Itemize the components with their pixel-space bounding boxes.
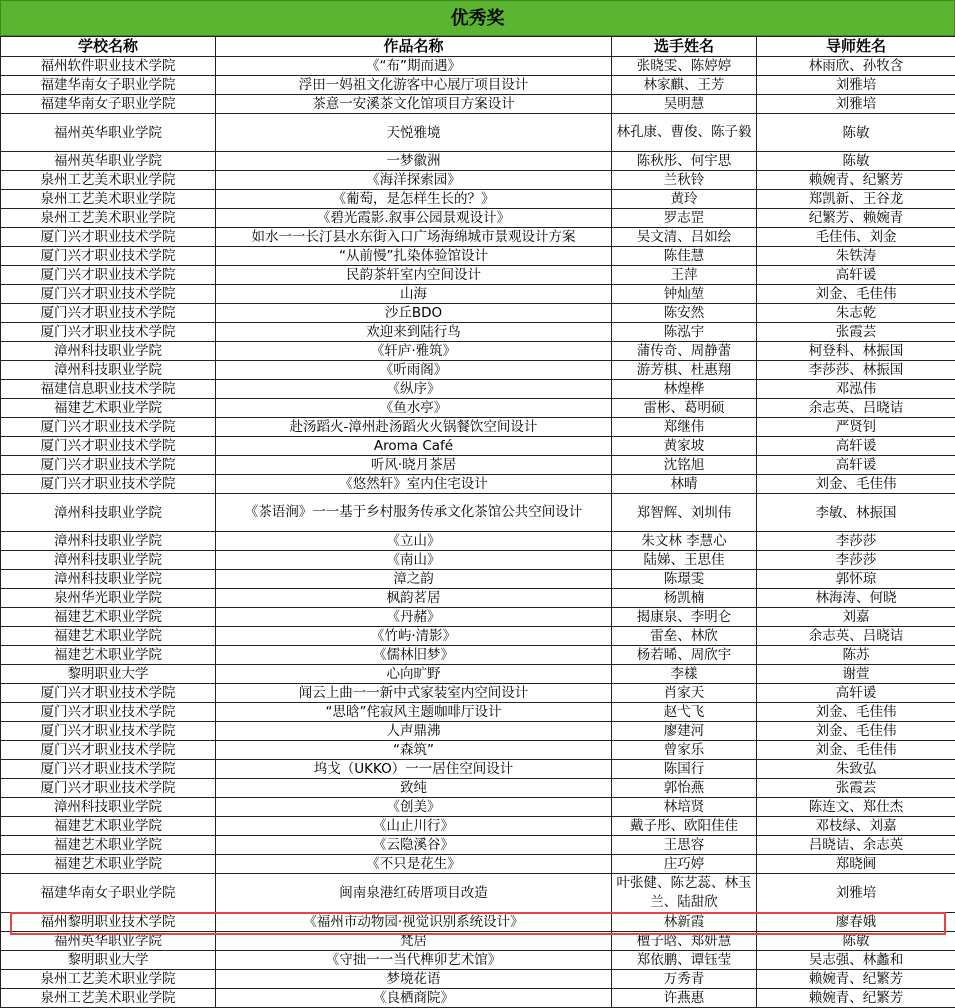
mentor-cell: 廖春娥 [757,913,955,932]
student-cell: 郑依鹏、谭钰莹 [612,951,757,970]
mentor-cell: 高轩谖 [757,437,955,456]
table-row [1,475,955,494]
school-cell: 黎明职业大学 [1,665,216,684]
student-cell: 陈佳慧 [612,247,757,266]
mentor-cell: 吴志强、林蠡和 [757,951,955,970]
school-cell: 漳州科技职业学院 [1,532,216,551]
school-cell: 福建艺术职业学院 [1,855,216,874]
school-cell: 漳州科技职业学院 [1,494,216,532]
table-row [1,152,955,171]
school-cell: 漳州科技职业学院 [1,361,216,380]
school-cell: 泉州工艺美术职业学院 [1,989,216,1008]
table-row [1,646,955,665]
school-cell: 福州黎明职业技术学院 [1,913,216,932]
school-cell: 漳州科技职业学院 [1,798,216,817]
table-row [1,570,955,589]
mentor-cell: 陈连文、郑仕杰 [757,798,955,817]
school-cell: 厦门兴才职业技术学院 [1,760,216,779]
work-cell: 《儒林旧梦》 [216,646,612,665]
work-cell: 《纵序》 [216,380,612,399]
school-cell: 福建华南女子职业学院 [1,874,216,913]
work-cell: 心向旷野 [216,665,612,684]
work-cell: 天悦雅境 [216,114,612,152]
mentor-cell: 张霞芸 [757,779,955,798]
student-cell: 王思容 [612,836,757,855]
work-cell: 茶意一安溪茶文化馆项目方案设计 [216,95,612,114]
table-row [1,228,955,247]
student-cell: 蒲传奇、周静蕾 [612,342,757,361]
header-student: 选手姓名 [612,37,757,57]
work-cell: 《良栖商院》 [216,989,612,1008]
student-cell: 罗志罡 [612,209,757,228]
school-cell: 泉州工艺美术职业学院 [1,190,216,209]
table-row [1,95,955,114]
work-cell: 枫韵茗居 [216,589,612,608]
student-cell: 兰秋铃 [612,171,757,190]
mentor-cell: 邓枝绿、刘嘉 [757,817,955,836]
table-row [1,741,955,760]
work-cell: 民韵茶轩室内空间设计 [216,266,612,285]
work-cell: 《福州市动物园·视觉识别系统设计》 [216,913,612,932]
student-cell: 吴明慧 [612,95,757,114]
mentor-cell: 张霞芸 [757,323,955,342]
table-row [1,684,955,703]
table-row [1,760,955,779]
table-row [1,418,955,437]
work-cell: “思晗”侘寂风主题咖啡厅设计 [216,703,612,722]
work-cell: 《悠然轩》室内住宅设计 [216,475,612,494]
student-cell: 朱文林 李慧心 [612,532,757,551]
student-cell: 王萍 [612,266,757,285]
school-cell: 福州英华职业学院 [1,114,216,152]
work-cell: 闽南泉港红砖厝项目改造 [216,874,612,913]
school-cell: 漳州科技职业学院 [1,342,216,361]
mentor-cell: 高轩谖 [757,456,955,475]
student-cell: 许燕惠 [612,989,757,1008]
school-cell: 黎明职业大学 [1,951,216,970]
work-cell: 《海洋探索园》 [216,171,612,190]
table-row [1,951,955,970]
table-row [1,399,955,418]
school-cell: 厦门兴才职业技术学院 [1,456,216,475]
student-cell: 林培贤 [612,798,757,817]
student-cell: 叶张健、陈艺蕊、林玉兰、陆甜欣 [612,874,757,913]
school-cell: 厦门兴才职业技术学院 [1,418,216,437]
mentor-cell: 毛佳伟、刘金 [757,228,955,247]
mentor-cell: 李莎莎 [757,551,955,570]
school-cell: 厦门兴才职业技术学院 [1,266,216,285]
school-cell: 厦门兴才职业技术学院 [1,323,216,342]
student-cell: 杨凯楠 [612,589,757,608]
table-row [1,304,955,323]
work-cell: 赴汤蹈火-漳州赴汤蹈火火锅餐饮空间设计 [216,418,612,437]
student-cell: 黄家坡 [612,437,757,456]
student-cell: 庄巧婷 [612,855,757,874]
school-cell: 福州英华职业学院 [1,932,216,951]
mentor-cell: 刘雅培 [757,76,955,95]
student-cell: 陈泓宇 [612,323,757,342]
work-cell: 山海 [216,285,612,304]
table-row [1,76,955,95]
work-cell: 《茶语涧》一一基于乡村服务传承文化茶馆公共空间设计 [216,494,612,532]
mentor-cell: 刘金、毛佳伟 [757,722,955,741]
table-row [1,798,955,817]
work-cell: 《创美》 [216,798,612,817]
mentor-cell: 林雨欣、孙牧含 [757,57,955,76]
work-cell: 《轩庐·雅筑》 [216,342,612,361]
work-cell: 《不只是花生》 [216,855,612,874]
table-row [1,209,955,228]
school-cell: 福建艺术职业学院 [1,627,216,646]
school-cell: 厦门兴才职业技术学院 [1,722,216,741]
table-row [1,171,955,190]
school-cell: 福建艺术职业学院 [1,836,216,855]
table-row [1,932,955,951]
student-cell: 杨若晞、周欣宇 [612,646,757,665]
header-row [1,37,955,57]
student-cell: 雷彬、葛明硕 [612,399,757,418]
student-cell: 林新霞 [612,913,757,932]
mentor-cell: 朱致弘 [757,760,955,779]
table-row [1,57,955,76]
mentor-cell: 刘雅培 [757,95,955,114]
student-cell: 陈安然 [612,304,757,323]
table-row [1,190,955,209]
work-cell: 沙丘BDO [216,304,612,323]
work-cell: 一梦徽洲 [216,152,612,171]
mentor-cell: 刘金、毛佳伟 [757,741,955,760]
work-cell: “从前慢”扎染体验馆设计 [216,247,612,266]
school-cell: 福州软件职业技术学院 [1,57,216,76]
mentor-cell: 高轩谖 [757,266,955,285]
table-row [1,380,955,399]
mentor-cell: 谢萱 [757,665,955,684]
school-cell: 厦门兴才职业技术学院 [1,741,216,760]
table-row [1,855,955,874]
work-cell: 听风·晓月茶居 [216,456,612,475]
school-cell: 福建艺术职业学院 [1,608,216,627]
mentor-cell: 刘嘉 [757,608,955,627]
table-row [1,456,955,475]
school-cell: 漳州科技职业学院 [1,551,216,570]
table-body [1,57,955,1008]
mentor-cell: 赖婉青、纪繁芳 [757,989,955,1008]
work-cell: 梵居 [216,932,612,951]
work-cell: 《山止川行》 [216,817,612,836]
school-cell: 厦门兴才职业技术学院 [1,247,216,266]
school-cell: 福建艺术职业学院 [1,399,216,418]
school-cell: 泉州华光职业学院 [1,589,216,608]
school-cell: 福州英华职业学院 [1,152,216,171]
work-cell: 《竹屿·清影》 [216,627,612,646]
work-cell: 《葡萄，是怎样生长的？》 [216,190,612,209]
student-cell: 陈秋彤、何宇思 [612,152,757,171]
school-cell: 厦门兴才职业技术学院 [1,779,216,798]
table-row [1,361,955,380]
student-cell: 陈璟雯 [612,570,757,589]
table-row [1,836,955,855]
work-cell: 《立山》 [216,532,612,551]
table-row [1,703,955,722]
student-cell: 揭康泉、李明仑 [612,608,757,627]
student-cell: 万秀青 [612,970,757,989]
school-cell: 厦门兴才职业技术学院 [1,304,216,323]
award-table [0,36,955,1008]
mentor-cell: 陈苏 [757,646,955,665]
student-cell: 郑智辉、刘圳伟 [612,494,757,532]
table-row [1,627,955,646]
student-cell: 廖建河 [612,722,757,741]
school-cell: 福建艺术职业学院 [1,817,216,836]
header-work: 作品名称 [216,37,612,57]
mentor-cell: 吕晓诘、余志英 [757,836,955,855]
mentor-cell: 陈敏 [757,114,955,152]
mentor-cell: 李莎莎、林振国 [757,361,955,380]
table-row [1,589,955,608]
student-cell: 雷垒、林欣 [612,627,757,646]
school-cell: 福建华南女子职业学院 [1,95,216,114]
student-cell: 檀子晗、郑妍慧 [612,932,757,951]
mentor-cell: 李敏、林振国 [757,494,955,532]
table-row [1,266,955,285]
work-cell: 欢迎来到陆行鸟 [216,323,612,342]
student-cell: 李樣 [612,665,757,684]
student-cell: 郭怡燕 [612,779,757,798]
table-row [1,779,955,798]
student-cell: 林晴 [612,475,757,494]
table-row [1,323,955,342]
table-row [1,970,955,989]
table-row [1,532,955,551]
work-cell: 《南山》 [216,551,612,570]
student-cell: 张晓雯、陈婷婷 [612,57,757,76]
table-row [1,817,955,836]
mentor-cell: 朱铁涛 [757,247,955,266]
school-cell: 泉州工艺美术职业学院 [1,970,216,989]
mentor-cell: 林海涛、何晓 [757,589,955,608]
school-cell: 厦门兴才职业技术学院 [1,475,216,494]
work-cell: 如水一一长汀县水东街入口广场海绵城市景观设计方案 [216,228,612,247]
work-cell: 《云隐溪谷》 [216,836,612,855]
table-row [1,437,955,456]
mentor-cell: 纪繁芳、赖婉青 [757,209,955,228]
mentor-cell: 严贤钊 [757,418,955,437]
mentor-cell: 刘金、毛佳伟 [757,475,955,494]
mentor-cell: 刘雅培 [757,874,955,913]
mentor-cell: 陈敏 [757,932,955,951]
school-cell: 厦门兴才职业技术学院 [1,437,216,456]
student-cell: 黄玲 [612,190,757,209]
school-cell: 福建信息职业技术学院 [1,380,216,399]
mentor-cell: 朱志乾 [757,304,955,323]
school-cell: 福建华南女子职业学院 [1,76,216,95]
table-row [1,551,955,570]
work-cell: 《听雨阁》 [216,361,612,380]
mentor-cell: 刘金、毛佳伟 [757,285,955,304]
table-row [1,874,955,913]
table-row [1,114,955,152]
table-row [1,247,955,266]
school-cell: 厦门兴才职业技术学院 [1,684,216,703]
work-cell: 浮田一妈祖文化游客中心展厅项目设计 [216,76,612,95]
mentor-cell: 赖婉青、纪繁芳 [757,970,955,989]
table-row [1,285,955,304]
student-cell: 赵弋飞 [612,703,757,722]
student-cell: 林煌桦 [612,380,757,399]
mentor-cell: 李莎莎 [757,532,955,551]
work-cell: 闻云上曲一一新中式家装室内空间设计 [216,684,612,703]
work-cell: Aroma Café [216,437,612,456]
mentor-cell: 刘金、毛佳伟 [757,703,955,722]
work-cell: 人声鼎沸 [216,722,612,741]
student-cell: 钟灿堃 [612,285,757,304]
student-cell: 林家麒、王芳 [612,76,757,95]
header-mentor: 导师姓名 [757,37,955,57]
work-cell: 《丹赭》 [216,608,612,627]
work-cell: 《守拙一一当代榫卯艺术馆》 [216,951,612,970]
work-cell: 《碧光霞影.叙事公园景观设计》 [216,209,612,228]
school-cell: 厦门兴才职业技术学院 [1,703,216,722]
mentor-cell: 邓泓伟 [757,380,955,399]
school-cell: 漳州科技职业学院 [1,570,216,589]
mentor-cell: 陈敏 [757,152,955,171]
student-cell: 游芳棋、杜惠翔 [612,361,757,380]
mentor-cell: 余志英、吕晓诘 [757,627,955,646]
work-cell: 坞戈（UKKO）一一居住空间设计 [216,760,612,779]
student-cell: 戴子彤、欧阳佳佳 [612,817,757,836]
work-cell: 致纯 [216,779,612,798]
mentor-cell: 郑凯新、王谷龙 [757,190,955,209]
student-cell: 吴文清、吕如绘 [612,228,757,247]
student-cell: 郑继伟 [612,418,757,437]
student-cell: 曾家乐 [612,741,757,760]
student-cell: 陆娣、王思佳 [612,551,757,570]
work-cell: 《鱼水亭》 [216,399,612,418]
school-cell: 泉州工艺美术职业学院 [1,171,216,190]
work-cell: 梦境花语 [216,970,612,989]
table-row [1,913,955,932]
table-row [1,608,955,627]
school-cell: 厦门兴才职业技术学院 [1,228,216,247]
mentor-cell: 郑晓阃 [757,855,955,874]
table-row [1,722,955,741]
student-cell: 林孔康、曹俊、陈子毅 [612,114,757,152]
student-cell: 陈国行 [612,760,757,779]
work-cell: 漳之韵 [216,570,612,589]
mentor-cell: 柯登科、林振国 [757,342,955,361]
work-cell: “森筑” [216,741,612,760]
mentor-cell: 郭怀琼 [757,570,955,589]
school-cell: 泉州工艺美术职业学院 [1,209,216,228]
mentor-cell: 余志英、吕晓诘 [757,399,955,418]
student-cell: 肖家天 [612,684,757,703]
school-cell: 厦门兴才职业技术学院 [1,285,216,304]
table-row [1,342,955,361]
mentor-cell: 高轩谖 [757,684,955,703]
student-cell: 沈铭旭 [612,456,757,475]
sheet-title: 优秀奖 [0,0,955,36]
school-cell: 福建艺术职业学院 [1,646,216,665]
header-school: 学校名称 [1,37,216,57]
table-row [1,494,955,532]
work-cell: 《“布”期而遇》 [216,57,612,76]
mentor-cell: 赖婉青、纪繁芳 [757,171,955,190]
table-row [1,665,955,684]
